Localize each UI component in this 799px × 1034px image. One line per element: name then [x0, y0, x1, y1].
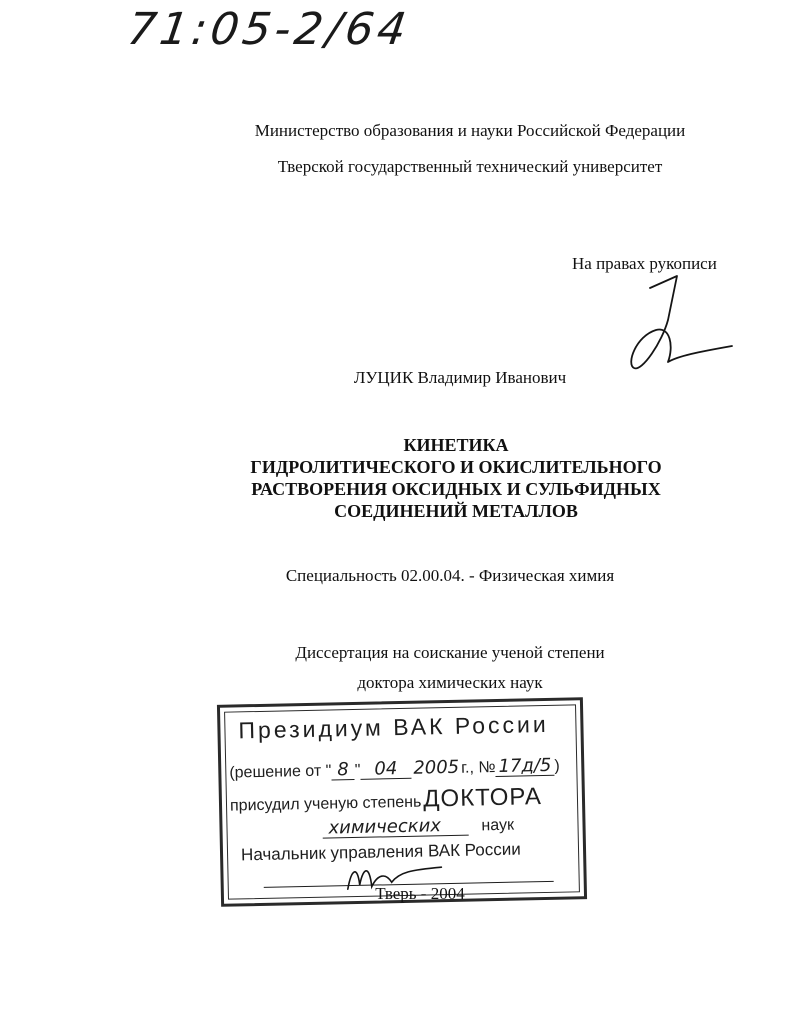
stamp-field-row: [322, 816, 514, 839]
stamp-decision-prefix: (решение от ": [229, 762, 332, 782]
stamp-quote: ": [354, 761, 361, 779]
ministry-line: Министерство образования и науки Российской Федерации: [254, 121, 686, 140]
stamp-header: Президиум ВАК России: [238, 710, 549, 744]
title-line: РАСТВОРЕНИЯ ОКСИДНЫХ И СУЛЬФИДНЫХ: [251, 479, 661, 499]
title-line: ГИДРОЛИТИЧЕСКОГО И ОКИСЛИТЕЛЬНОГО: [250, 457, 662, 477]
city-year: Тверь - 2004: [375, 884, 465, 903]
author-name: ЛУЦИК Владимир Иванович: [353, 368, 567, 387]
stamp-day: 8: [331, 761, 355, 780]
stamp-field: химических: [322, 817, 469, 839]
title-line: КИНЕТИКА: [403, 435, 509, 455]
stamp-close: ): [554, 757, 560, 775]
manuscript-rights: На правах рукописи: [572, 254, 717, 273]
stamp-number: 17д/5: [495, 757, 554, 777]
stamp-awarded-row: [230, 783, 542, 818]
specialty-line: Специальность 02.00.04. - Физическая химия: [285, 566, 615, 585]
dissertation-title: [200, 434, 712, 522]
stamp-year-suffix: г., №: [460, 759, 496, 777]
stamp-year: 2005: [413, 756, 460, 779]
stamp-degree: ДОКТОРА: [422, 783, 543, 813]
stamp-field-suffix: наук: [481, 816, 515, 835]
stamp-head: Начальник управления ВАК России: [240, 839, 521, 865]
author-signature: [622, 272, 742, 378]
degree-line: доктора химических наук: [357, 673, 543, 692]
vak-stamp: [217, 697, 587, 907]
title-line: СОЕДИНЕНИЙ МЕТАЛЛОВ: [334, 501, 578, 521]
dissertation-line: Диссертация на соискание ученой степени: [295, 643, 605, 662]
stamp-decision-row: [229, 754, 560, 783]
archive-code: 71:05-2/64: [124, 4, 414, 55]
stamp-awarded: присудил ученую степень: [229, 793, 422, 815]
stamp-month: 04: [360, 760, 411, 780]
university-line: Тверской государственный технический университет: [277, 157, 663, 176]
